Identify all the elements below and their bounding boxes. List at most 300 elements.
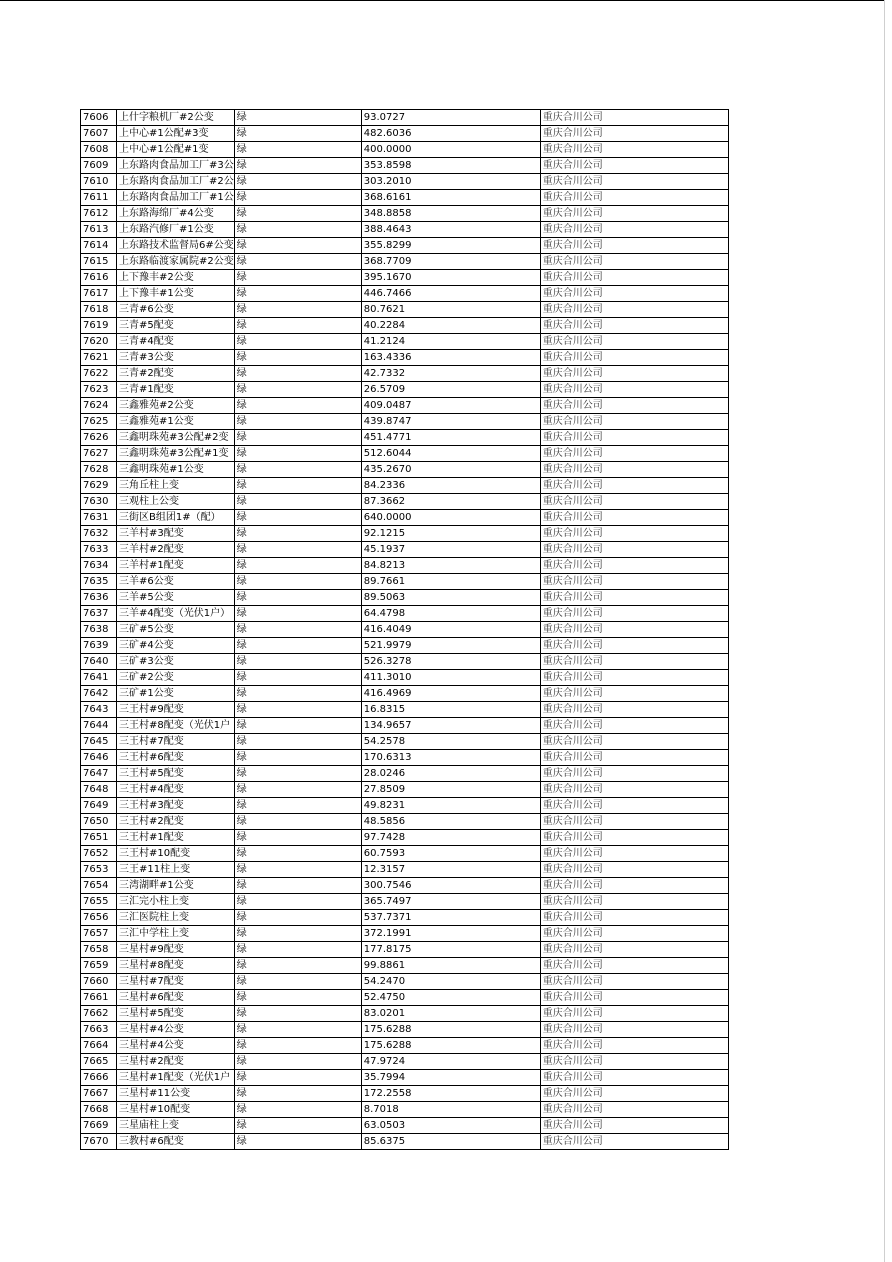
cell-name: 三青#5配变 — [117, 318, 235, 334]
cell-company: 重庆合川公司 — [540, 734, 728, 750]
cell-company: 重庆合川公司 — [540, 558, 728, 574]
table-row — [81, 1086, 729, 1102]
cell-status: 绿 — [234, 1038, 361, 1054]
cell-company: 重庆合川公司 — [540, 446, 728, 462]
table-row — [81, 446, 729, 462]
table-row — [81, 654, 729, 670]
cell-status: 绿 — [234, 382, 361, 398]
cell-status: 绿 — [234, 1022, 361, 1038]
table-row — [81, 1054, 729, 1070]
cell-id: 7626 — [81, 430, 117, 446]
cell-company: 重庆合川公司 — [540, 254, 728, 270]
cell-id: 7668 — [81, 1102, 117, 1118]
cell-name: 三青#1配变 — [117, 382, 235, 398]
cell-name: 三教村#6配变 — [117, 1134, 235, 1150]
cell-status: 绿 — [234, 494, 361, 510]
table-row — [81, 158, 729, 174]
cell-value: 388.4643 — [361, 222, 540, 238]
table-row — [81, 782, 729, 798]
cell-status: 绿 — [234, 190, 361, 206]
cell-id: 7659 — [81, 958, 117, 974]
cell-company: 重庆合川公司 — [540, 1102, 728, 1118]
cell-id: 7613 — [81, 222, 117, 238]
table-row — [81, 526, 729, 542]
cell-company: 重庆合川公司 — [540, 382, 728, 398]
cell-id: 7619 — [81, 318, 117, 334]
cell-company: 重庆合川公司 — [540, 926, 728, 942]
cell-status: 绿 — [234, 974, 361, 990]
cell-status: 绿 — [234, 718, 361, 734]
cell-status: 绿 — [234, 126, 361, 142]
cell-id: 7638 — [81, 622, 117, 638]
cell-value: 170.6313 — [361, 750, 540, 766]
table-row — [81, 830, 729, 846]
table-row — [81, 958, 729, 974]
cell-name: 三羊#6公变 — [117, 574, 235, 590]
cell-value: 8.7018 — [361, 1102, 540, 1118]
cell-status: 绿 — [234, 894, 361, 910]
cell-status: 绿 — [234, 350, 361, 366]
table-row — [81, 862, 729, 878]
table-row — [81, 1022, 729, 1038]
cell-company: 重庆合川公司 — [540, 638, 728, 654]
cell-id: 7642 — [81, 686, 117, 702]
cell-value: 48.5856 — [361, 814, 540, 830]
cell-name: 三星村#11公变 — [117, 1086, 235, 1102]
cell-status: 绿 — [234, 654, 361, 670]
cell-value: 54.2470 — [361, 974, 540, 990]
cell-name: 三汇医院柱上变 — [117, 910, 235, 926]
cell-id: 7665 — [81, 1054, 117, 1070]
cell-value: 85.6375 — [361, 1134, 540, 1150]
cell-value: 16.8315 — [361, 702, 540, 718]
table-row — [81, 126, 729, 142]
cell-status: 绿 — [234, 206, 361, 222]
cell-value: 348.8858 — [361, 206, 540, 222]
cell-name: 上东路海绵厂#4公变 — [117, 206, 235, 222]
cell-status: 绿 — [234, 254, 361, 270]
cell-company: 重庆合川公司 — [540, 750, 728, 766]
cell-company: 重庆合川公司 — [540, 766, 728, 782]
cell-status: 绿 — [234, 414, 361, 430]
cell-id: 7606 — [81, 110, 117, 126]
cell-name: 三王村#1配变 — [117, 830, 235, 846]
table-row — [81, 462, 729, 478]
cell-company: 重庆合川公司 — [540, 878, 728, 894]
cell-value: 84.2336 — [361, 478, 540, 494]
table-row — [81, 350, 729, 366]
cell-value: 300.7546 — [361, 878, 540, 894]
cell-company: 重庆合川公司 — [540, 398, 728, 414]
cell-name: 三星村#4公变 — [117, 1038, 235, 1054]
cell-company: 重庆合川公司 — [540, 142, 728, 158]
table-row — [81, 1038, 729, 1054]
cell-id: 7656 — [81, 910, 117, 926]
cell-company: 重庆合川公司 — [540, 846, 728, 862]
cell-status: 绿 — [234, 622, 361, 638]
cell-status: 绿 — [234, 158, 361, 174]
cell-id: 7661 — [81, 990, 117, 1006]
cell-company: 重庆合川公司 — [540, 334, 728, 350]
table-row — [81, 1102, 729, 1118]
cell-name: 三星村#2配变 — [117, 1054, 235, 1070]
cell-id: 7614 — [81, 238, 117, 254]
table-row — [81, 430, 729, 446]
cell-value: 47.9724 — [361, 1054, 540, 1070]
cell-id: 7608 — [81, 142, 117, 158]
cell-company: 重庆合川公司 — [540, 718, 728, 734]
cell-status: 绿 — [234, 1086, 361, 1102]
cell-value: 521.9979 — [361, 638, 540, 654]
cell-value: 64.4798 — [361, 606, 540, 622]
cell-company: 重庆合川公司 — [540, 190, 728, 206]
cell-status: 绿 — [234, 510, 361, 526]
cell-company: 重庆合川公司 — [540, 350, 728, 366]
cell-company: 重庆合川公司 — [540, 222, 728, 238]
cell-value: 87.3662 — [361, 494, 540, 510]
cell-company: 重庆合川公司 — [540, 1086, 728, 1102]
cell-value: 41.2124 — [361, 334, 540, 350]
cell-id: 7607 — [81, 126, 117, 142]
cell-company: 重庆合川公司 — [540, 622, 728, 638]
cell-status: 绿 — [234, 782, 361, 798]
cell-company: 重庆合川公司 — [540, 590, 728, 606]
cell-company: 重庆合川公司 — [540, 798, 728, 814]
cell-value: 411.3010 — [361, 670, 540, 686]
cell-status: 绿 — [234, 686, 361, 702]
cell-value: 175.6288 — [361, 1038, 540, 1054]
cell-id: 7652 — [81, 846, 117, 862]
cell-id: 7610 — [81, 174, 117, 190]
cell-name: 三青#6公变 — [117, 302, 235, 318]
cell-value: 365.7497 — [361, 894, 540, 910]
cell-status: 绿 — [234, 478, 361, 494]
cell-status: 绿 — [234, 238, 361, 254]
cell-value: 89.5063 — [361, 590, 540, 606]
cell-company: 重庆合川公司 — [540, 174, 728, 190]
cell-value: 60.7593 — [361, 846, 540, 862]
table-row — [81, 398, 729, 414]
table-row — [81, 750, 729, 766]
table-row — [81, 990, 729, 1006]
cell-name: 三鑫雅苑#1公变 — [117, 414, 235, 430]
cell-id: 7634 — [81, 558, 117, 574]
cell-id: 7650 — [81, 814, 117, 830]
cell-name: 三王村#5配变 — [117, 766, 235, 782]
cell-id: 7647 — [81, 766, 117, 782]
cell-company: 重庆合川公司 — [540, 510, 728, 526]
cell-id: 7633 — [81, 542, 117, 558]
cell-name: 上东路肉食品加工厂#3公 — [117, 158, 235, 174]
cell-id: 7666 — [81, 1070, 117, 1086]
cell-value: 12.3157 — [361, 862, 540, 878]
cell-value: 435.2670 — [361, 462, 540, 478]
cell-status: 绿 — [234, 766, 361, 782]
cell-status: 绿 — [234, 830, 361, 846]
cell-name: 三星村#10配变 — [117, 1102, 235, 1118]
cell-company: 重庆合川公司 — [540, 670, 728, 686]
cell-status: 绿 — [234, 926, 361, 942]
cell-name: 三角丘柱上变 — [117, 478, 235, 494]
table-row — [81, 334, 729, 350]
table-row — [81, 382, 729, 398]
cell-status: 绿 — [234, 878, 361, 894]
cell-status: 绿 — [234, 910, 361, 926]
cell-status: 绿 — [234, 462, 361, 478]
cell-value: 26.5709 — [361, 382, 540, 398]
cell-name: 三王村#9配变 — [117, 702, 235, 718]
cell-name: 三街区B组团1#（配） — [117, 510, 235, 526]
cell-status: 绿 — [234, 734, 361, 750]
table-row — [81, 878, 729, 894]
cell-name: 三王村#8配变（光伏1户 — [117, 718, 235, 734]
cell-value: 80.7621 — [361, 302, 540, 318]
cell-company: 重庆合川公司 — [540, 318, 728, 334]
cell-company: 重庆合川公司 — [540, 574, 728, 590]
page-right-border — [884, 0, 885, 1262]
cell-status: 绿 — [234, 1134, 361, 1150]
table-row — [81, 766, 729, 782]
cell-value: 416.4049 — [361, 622, 540, 638]
cell-id: 7653 — [81, 862, 117, 878]
cell-company: 重庆合川公司 — [540, 430, 728, 446]
cell-value: 446.7466 — [361, 286, 540, 302]
cell-name: 三矿#3公变 — [117, 654, 235, 670]
table-row — [81, 366, 729, 382]
cell-id: 7637 — [81, 606, 117, 622]
cell-id: 7623 — [81, 382, 117, 398]
cell-status: 绿 — [234, 334, 361, 350]
cell-company: 重庆合川公司 — [540, 1038, 728, 1054]
cell-name: 上东路汽修厂#1公变 — [117, 222, 235, 238]
cell-value: 400.0000 — [361, 142, 540, 158]
cell-name: 三矿#2公变 — [117, 670, 235, 686]
cell-company: 重庆合川公司 — [540, 542, 728, 558]
cell-value: 172.2558 — [361, 1086, 540, 1102]
cell-value: 84.8213 — [361, 558, 540, 574]
cell-value: 368.7709 — [361, 254, 540, 270]
table-row — [81, 638, 729, 654]
cell-name: 三鑫明珠苑#3公配#1变 — [117, 446, 235, 462]
cell-company: 重庆合川公司 — [540, 238, 728, 254]
table-row — [81, 942, 729, 958]
cell-status: 绿 — [234, 110, 361, 126]
cell-id: 7616 — [81, 270, 117, 286]
cell-name: 上下豫丰#1公变 — [117, 286, 235, 302]
cell-value: 177.8175 — [361, 942, 540, 958]
table-row — [81, 318, 729, 334]
table-row — [81, 142, 729, 158]
cell-name: 三矿#5公变 — [117, 622, 235, 638]
cell-company: 重庆合川公司 — [540, 1054, 728, 1070]
cell-status: 绿 — [234, 862, 361, 878]
cell-status: 绿 — [234, 750, 361, 766]
cell-id: 7618 — [81, 302, 117, 318]
cell-id: 7662 — [81, 1006, 117, 1022]
table-row — [81, 606, 729, 622]
cell-name: 三观柱上公变 — [117, 494, 235, 510]
cell-name: 三矿#4公变 — [117, 638, 235, 654]
cell-status: 绿 — [234, 542, 361, 558]
cell-value: 52.4750 — [361, 990, 540, 1006]
cell-status: 绿 — [234, 318, 361, 334]
cell-company: 重庆合川公司 — [540, 1134, 728, 1150]
cell-id: 7641 — [81, 670, 117, 686]
cell-value: 97.7428 — [361, 830, 540, 846]
cell-id: 7615 — [81, 254, 117, 270]
cell-name: 上东路肉食品加工厂#1公 — [117, 190, 235, 206]
table-row — [81, 110, 729, 126]
cell-status: 绿 — [234, 638, 361, 654]
page-top-border — [0, 0, 884, 1]
table-row — [81, 494, 729, 510]
cell-company: 重庆合川公司 — [540, 814, 728, 830]
cell-name: 三鑫雅苑#2公变 — [117, 398, 235, 414]
cell-status: 绿 — [234, 398, 361, 414]
cell-value: 368.6161 — [361, 190, 540, 206]
cell-status: 绿 — [234, 1054, 361, 1070]
cell-id: 7657 — [81, 926, 117, 942]
cell-company: 重庆合川公司 — [540, 366, 728, 382]
cell-status: 绿 — [234, 1006, 361, 1022]
cell-company: 重庆合川公司 — [540, 206, 728, 222]
cell-status: 绿 — [234, 702, 361, 718]
cell-company: 重庆合川公司 — [540, 654, 728, 670]
cell-value: 439.8747 — [361, 414, 540, 430]
cell-id: 7636 — [81, 590, 117, 606]
cell-id: 7639 — [81, 638, 117, 654]
table-row — [81, 1118, 729, 1134]
cell-company: 重庆合川公司 — [540, 1070, 728, 1086]
table-row — [81, 238, 729, 254]
cell-company: 重庆合川公司 — [540, 958, 728, 974]
cell-value: 45.1937 — [361, 542, 540, 558]
cell-status: 绿 — [234, 958, 361, 974]
cell-value: 54.2578 — [361, 734, 540, 750]
table-row — [81, 542, 729, 558]
cell-company: 重庆合川公司 — [540, 1118, 728, 1134]
table-row — [81, 270, 729, 286]
cell-company: 重庆合川公司 — [540, 414, 728, 430]
cell-status: 绿 — [234, 446, 361, 462]
cell-company: 重庆合川公司 — [540, 286, 728, 302]
cell-status: 绿 — [234, 846, 361, 862]
cell-name: 三星村#8配变 — [117, 958, 235, 974]
cell-id: 7658 — [81, 942, 117, 958]
cell-status: 绿 — [234, 606, 361, 622]
cell-id: 7655 — [81, 894, 117, 910]
cell-status: 绿 — [234, 942, 361, 958]
cell-company: 重庆合川公司 — [540, 526, 728, 542]
cell-id: 7635 — [81, 574, 117, 590]
cell-name: 三王村#10配变 — [117, 846, 235, 862]
cell-status: 绿 — [234, 142, 361, 158]
cell-id: 7628 — [81, 462, 117, 478]
cell-company: 重庆合川公司 — [540, 270, 728, 286]
cell-value: 640.0000 — [361, 510, 540, 526]
cell-name: 三王村#3配变 — [117, 798, 235, 814]
cell-name: 上东路技术监督局6#公变 — [117, 238, 235, 254]
cell-status: 绿 — [234, 526, 361, 542]
cell-value: 63.0503 — [361, 1118, 540, 1134]
cell-id: 7644 — [81, 718, 117, 734]
cell-status: 绿 — [234, 574, 361, 590]
cell-value: 40.2284 — [361, 318, 540, 334]
cell-company: 重庆合川公司 — [540, 478, 728, 494]
cell-id: 7632 — [81, 526, 117, 542]
cell-value: 49.8231 — [361, 798, 540, 814]
cell-name: 三汇中学柱上变 — [117, 926, 235, 942]
table-row — [81, 574, 729, 590]
cell-company: 重庆合川公司 — [540, 910, 728, 926]
cell-id: 7624 — [81, 398, 117, 414]
cell-status: 绿 — [234, 814, 361, 830]
cell-id: 7667 — [81, 1086, 117, 1102]
cell-name: 三青#2配变 — [117, 366, 235, 382]
table-row — [81, 910, 729, 926]
cell-id: 7611 — [81, 190, 117, 206]
table-row — [81, 590, 729, 606]
cell-id: 7631 — [81, 510, 117, 526]
table-body — [81, 110, 729, 1150]
cell-company: 重庆合川公司 — [540, 974, 728, 990]
cell-status: 绿 — [234, 1118, 361, 1134]
cell-id: 7640 — [81, 654, 117, 670]
cell-id: 7670 — [81, 1134, 117, 1150]
cell-name: 三鑫明珠苑#1公变 — [117, 462, 235, 478]
cell-name: 三青#4配变 — [117, 334, 235, 350]
cell-name: 三星村#5配变 — [117, 1006, 235, 1022]
cell-value: 482.6036 — [361, 126, 540, 142]
cell-status: 绿 — [234, 590, 361, 606]
cell-value: 303.2010 — [361, 174, 540, 190]
table-row — [81, 190, 729, 206]
table-row — [81, 414, 729, 430]
cell-value: 512.6044 — [361, 446, 540, 462]
cell-company: 重庆合川公司 — [540, 894, 728, 910]
cell-value: 353.8598 — [361, 158, 540, 174]
cell-id: 7617 — [81, 286, 117, 302]
cell-value: 27.8509 — [361, 782, 540, 798]
cell-name: 三星村#4公变 — [117, 1022, 235, 1038]
cell-id: 7629 — [81, 478, 117, 494]
cell-name: 上东路肉食品加工厂#2公 — [117, 174, 235, 190]
table-row — [81, 206, 729, 222]
table-row — [81, 670, 729, 686]
cell-value: 537.7371 — [361, 910, 540, 926]
cell-name: 三星村#9配变 — [117, 942, 235, 958]
cell-value: 409.0487 — [361, 398, 540, 414]
cell-company: 重庆合川公司 — [540, 462, 728, 478]
table-row — [81, 302, 729, 318]
cell-name: 三王村#6配变 — [117, 750, 235, 766]
table-row — [81, 286, 729, 302]
table-row — [81, 702, 729, 718]
cell-value: 395.1670 — [361, 270, 540, 286]
cell-company: 重庆合川公司 — [540, 1022, 728, 1038]
cell-id: 7660 — [81, 974, 117, 990]
cell-name: 三羊村#3配变 — [117, 526, 235, 542]
table-row — [81, 846, 729, 862]
cell-company: 重庆合川公司 — [540, 830, 728, 846]
cell-value: 35.7994 — [361, 1070, 540, 1086]
cell-name: 三湾湖畔#1公变 — [117, 878, 235, 894]
table-row — [81, 974, 729, 990]
cell-value: 451.4771 — [361, 430, 540, 446]
cell-status: 绿 — [234, 430, 361, 446]
cell-value: 163.4336 — [361, 350, 540, 366]
cell-id: 7651 — [81, 830, 117, 846]
